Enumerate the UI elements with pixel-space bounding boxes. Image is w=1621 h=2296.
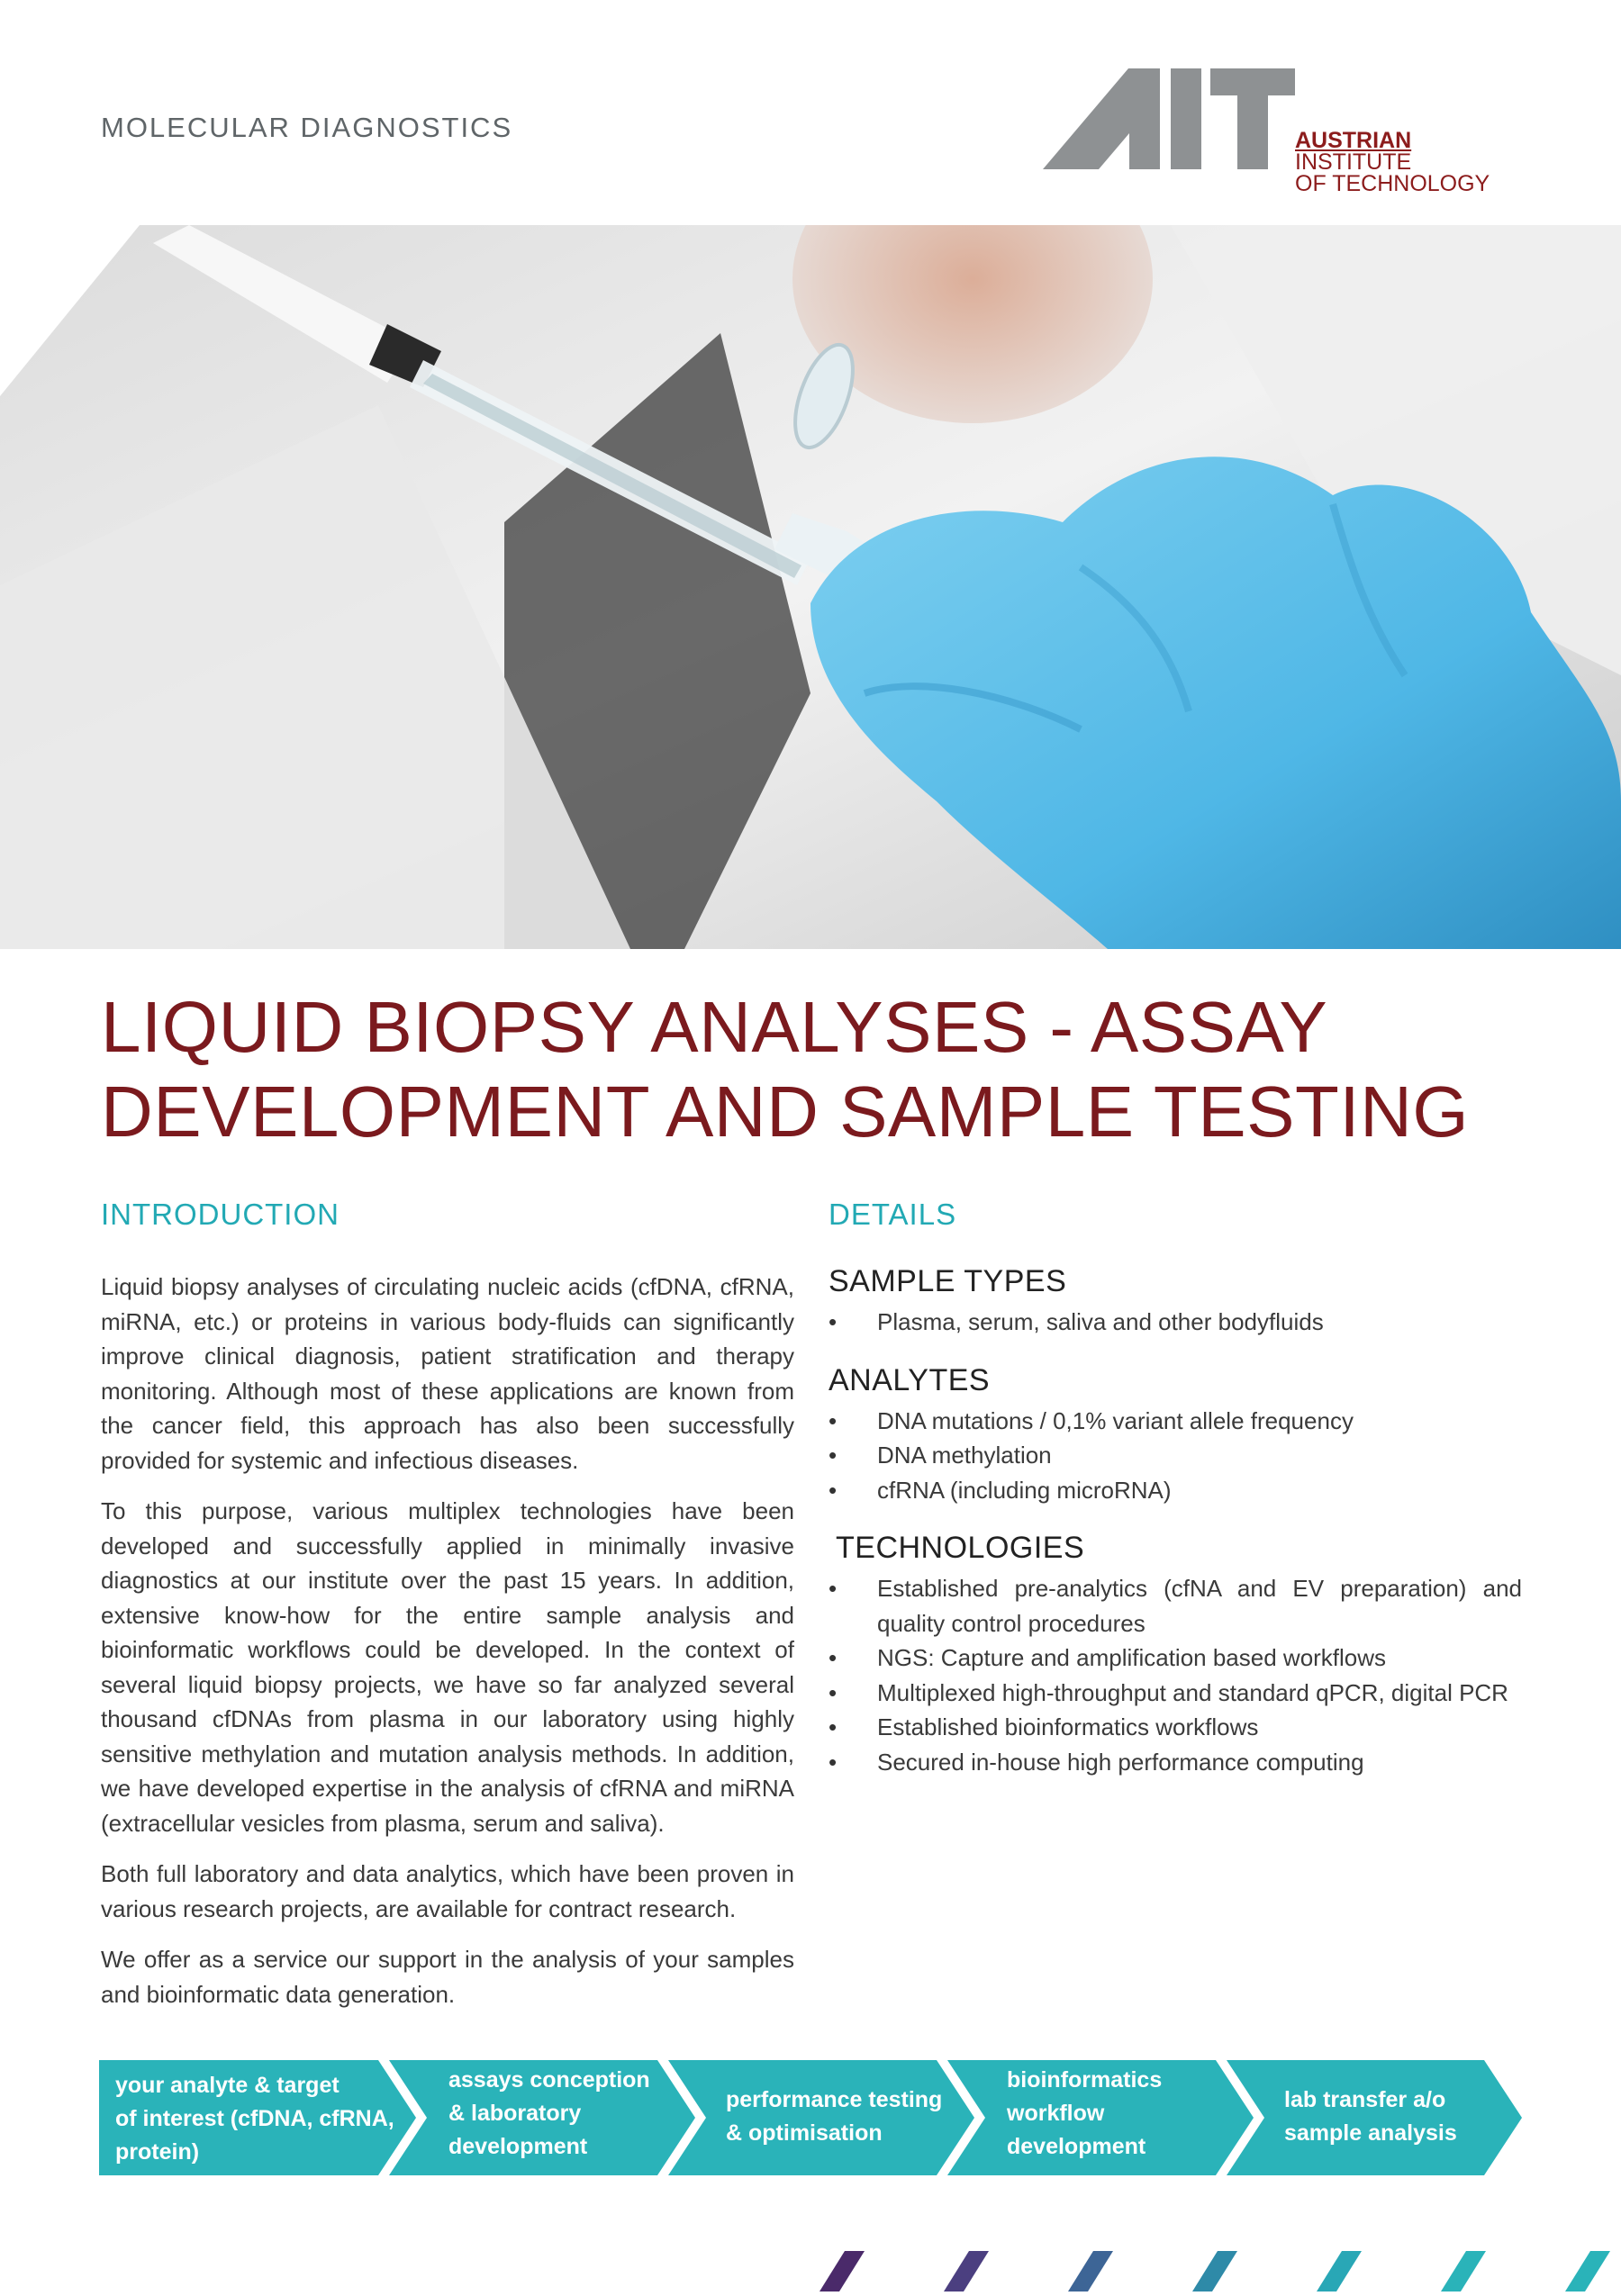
step-line: & laboratory [448, 2101, 582, 2126]
list-item: • Established pre-analytics (cfNA and EV preparation) and quality control procedures [829, 1571, 1522, 1641]
technologies-list [829, 1571, 1522, 1779]
process-step-4 [1007, 2064, 1162, 2164]
step-line: of interest (cfDNA, cfRNA, [115, 2106, 394, 2131]
process-flow [99, 2060, 1522, 2175]
list-item: • Multiplexed high-throughput and standard qPCR, digital PCR [829, 1676, 1522, 1711]
list-item: • Established bioinformatics workflows [829, 1710, 1522, 1745]
step-line: lab transfer a/o [1284, 2087, 1446, 2112]
intro-paragraph: To this purpose, various multiplex technologies have been developed and successfully applied in minimally invasive diagnostics at our institute over the past 15 years. In addition, extensive know-how for the entire sample analysis and bioinformatic workflows could be developed. In the context of several liquid biopsy projects, we have so far analyzed several thousand cfDNAs from plasma in our laboratory using highly sensitive methylation and mutation analysis methods. In addition, we have developed expertise in the analysis of cfRNA and miRNA (extracellular vesicles from plasma, serum and saliva). [101, 1497, 794, 1837]
introduction-body [101, 1270, 794, 2028]
sample-types-heading: SAMPLE TYPES [829, 1264, 1067, 1298]
process-step-5 [1284, 2084, 1457, 2150]
step-line: development [1007, 2134, 1146, 2159]
title-line-2: DEVELOPMENT AND SAMPLE TESTING [101, 1071, 1470, 1152]
process-step-1 [115, 2069, 394, 2169]
step-line: performance testing [726, 2087, 943, 2112]
step-line: your analyte & target [115, 2073, 340, 2098]
details-heading: DETAILS [829, 1198, 957, 1231]
analytes-list [829, 1404, 1522, 1508]
list-item: • NGS: Capture and amplification based workflows [829, 1641, 1522, 1676]
technologies-heading: TECHNOLOGIES [836, 1531, 1085, 1565]
diagonal-stripes-icon [792, 2251, 1621, 2291]
logo-wordmark [1295, 130, 1529, 194]
process-step-3 [726, 2084, 942, 2150]
intro-paragraph: Liquid biopsy analyses of circulating nucleic acids (cfDNA, cfRNA, miRNA, etc.) or proteins in various body-fluids can significantly improve clinical diagnosis, patient stratification and therapy monitoring. Although most of these applications are known from the cancer field, this approach has also been successfully provided for systemic and infectious diseases. [101, 1273, 794, 1474]
step-line: workflow [1007, 2101, 1105, 2126]
process-step-2 [448, 2064, 650, 2164]
step-line: & optimisation [726, 2120, 883, 2146]
details-body [829, 1264, 1522, 1803]
title-line-1: LIQUID BIOPSY ANALYSES - ASSAY [101, 987, 1328, 1067]
logo-word-institute: INSTITUTE [1295, 149, 1412, 175]
logo-word-austrian: AUSTRIAN [1295, 128, 1412, 153]
pipette-lab-photo-icon [0, 225, 1621, 949]
list-item: • Plasma, serum, saliva and other bodyfluids [829, 1305, 1522, 1340]
decorative-stripes [792, 2251, 1621, 2291]
logo-word-technology: OF TECHNOLOGY [1295, 171, 1490, 196]
list-item: • cfRNA (including microRNA) [829, 1473, 1522, 1508]
step-line: sample analysis [1284, 2120, 1457, 2146]
step-line: protein) [115, 2139, 200, 2165]
intro-paragraph: Both full laboratory and data analytics, which have been proven in various research projects, are available for contract research. [101, 1860, 794, 1922]
ait-logo-mark-icon [1043, 68, 1295, 169]
list-item: • DNA mutations / 0,1% variant allele frequency [829, 1404, 1522, 1439]
ait-logo [1043, 68, 1529, 196]
step-line: bioinformatics [1007, 2067, 1163, 2093]
introduction-heading: INTRODUCTION [101, 1198, 340, 1231]
intro-paragraph: We offer as a service our support in the analysis of your samples and bioinformatic data generation. [101, 1946, 794, 2008]
list-item: • DNA methylation [829, 1438, 1522, 1473]
step-line: assays conception [448, 2067, 650, 2093]
sample-types-list [829, 1305, 1522, 1340]
page-title [101, 985, 1542, 1154]
step-line: development [448, 2134, 588, 2159]
analytes-heading: ANALYTES [829, 1362, 991, 1397]
hero-image [0, 225, 1621, 949]
list-item: • Secured in-house high performance computing [829, 1745, 1522, 1780]
category-label: MOLECULAR DIAGNOSTICS [101, 112, 513, 143]
